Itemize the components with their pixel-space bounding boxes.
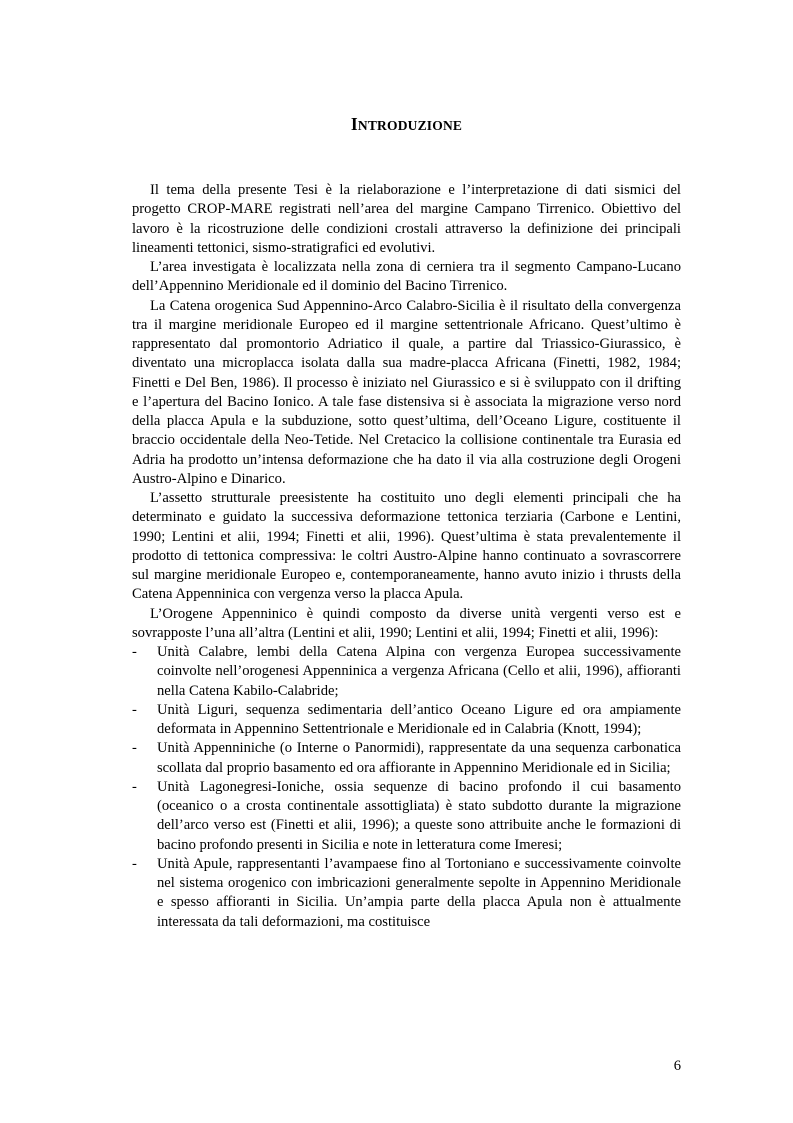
- title-initial: I: [350, 114, 358, 134]
- list-item-text: Unità Appenniniche (o Interne o Panormidi), rappresentate da una sequenza carbonatica scollata dal proprio basamento ed ora affiorante in Appennino Meridionale ed in Sicilia;: [157, 740, 681, 776]
- document-page: [132, 0, 681, 1123]
- list-item: [132, 701, 681, 740]
- paragraph: La Catena orogenica Sud Appennino-Arco Calabro-Sicilia è il risultato della convergenza tra il margine meridionale Europeo ed il margine settentrionale Africano. Quest’ultimo è rappresentato dal promontorio Adriatico il quale, a partire dal Triassico-Giurassico, è diventato una microplacca isolata dalla sua madre-placca Africana (Finetti, 1982, 1984; Finetti e Del Ben, 1986). Il processo è iniziato nel Giurassico e si è sviluppato con il drifting e l’apertura del Bacino Ionico. A tale fase distensiva si è associata la migrazione verso nord della placca Apula e la subduzione, sotto quest’ultima, dell’Oceano Ligure, costituente il braccio occidentale della Neo-Tetide. Nel Cretacico la collisione continentale tra Eurasia ed Adria ha prodotto un’intensa deformazione che ha dato il via alla costruzione degli Orogeni Austro-Alpino e Dinarico.: [132, 297, 681, 487]
- page-title: [132, 114, 681, 135]
- list-item: [132, 855, 681, 932]
- list-item: [132, 739, 681, 778]
- list-item-text: Unità Liguri, sequenza sedimentaria dell’antico Oceano Ligure ed ora ampiamente deformata in Appennino Settentrionale e Meridionale ed in Calabria (Knott, 1994);: [157, 701, 681, 737]
- list-dash: -: [132, 740, 137, 757]
- list-item-text: Unità Apule, rappresentanti l’avampaese fino al Tortoniano e successivamente coinvolte nel sistema orogenico con imbricazioni generalmente sepolte in Appennino Meridionale e spesso affioranti in Sicilia. Un’ampia parte della placca Apula non è attualmente interessata da tali deformazioni, ma costituisce: [157, 855, 681, 930]
- paragraph: L’Orogene Appenninico è quindi composto da diverse unità vergenti verso est e sovrapposte l’una all’altra (Lentini et alii, 1990; Lentini et alii, 1994; Finetti et alii, 1996):: [132, 605, 681, 641]
- unit-list: [132, 643, 681, 932]
- list-item: [132, 778, 681, 855]
- list-item-text: Unità Lagonegresi-Ioniche, ossia sequenze di bacino profondo il cui basamento (oceanico o a crosta continentale assottigliata) è stato subdotto durante la migrazione dell’arco verso est (Finetti et alii, 1996); a queste sono attribuite anche le formazioni di bacino profondo presenti in Sicilia e note in letteratura come Imeresi;: [157, 778, 681, 853]
- list-dash: -: [132, 855, 137, 872]
- paragraph: Il tema della presente Tesi è la rielaborazione e l’interpretazione di dati sismici del progetto CROP-MARE registrati nell’area del margine Campano Tirrenico. Obiettivo del lavoro è la ricostruzione delle condizioni crostali attraverso la definizione dei principali lineamenti tettonici, sismo-stratigrafici ed evolutivi.: [132, 182, 681, 256]
- paragraph: L’area investigata è localizzata nella zona di cerniera tra il segmento Campano-Lucano dell’Appennino Meridionale ed il dominio del Bacino Tirrenico.: [132, 259, 681, 295]
- title-rest: NTRODUZIONE: [357, 118, 463, 133]
- list-item: [132, 643, 681, 701]
- list-item-text: Unità Calabre, lembi della Catena Alpina con vergenza Europea successivamente coinvolte nell’orogenesi Appenninica a vergenza Africana (Cello et alii, 1996), affioranti nella Catena Kabilo-Calabride;: [157, 644, 681, 699]
- list-dash: -: [132, 701, 137, 718]
- list-dash: -: [132, 778, 137, 795]
- page-number: 6: [673, 1058, 681, 1074]
- paragraph: L’assetto strutturale preesistente ha costituito uno degli elementi principali che ha determinato e guidato la successiva deformazione tettonica terziaria (Carbone e Lentini, 1990; Lentini et alii, 1994; Finetti et alii, 1996). Quest’ultima è stata prevalentemente il prodotto di tettonica compressiva: le coltri Austro-Alpine hanno continuato a sovrascorrere sul margine meridionale Europeo e, contemporaneamente, hanno avuto inizio i thrusts della Catena Appenninica con vergenza verso la placca Apula.: [132, 490, 681, 603]
- list-dash: -: [132, 644, 137, 660]
- body-text: [132, 181, 681, 932]
